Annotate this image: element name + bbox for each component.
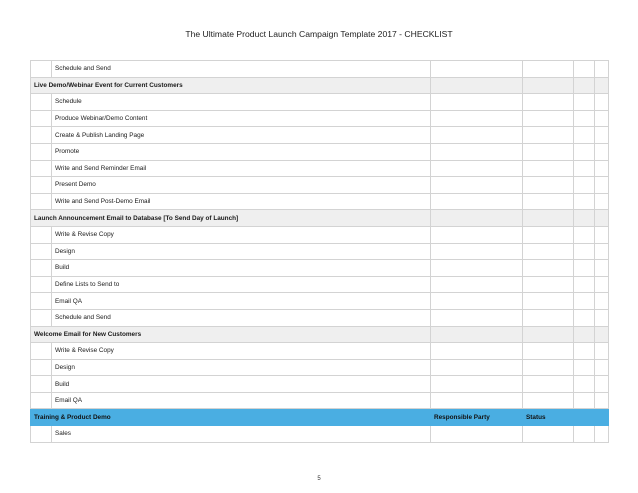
status-cell[interactable] xyxy=(523,260,574,277)
extra-cell[interactable] xyxy=(595,426,609,443)
status-cell[interactable] xyxy=(523,376,574,393)
extra-cell[interactable] xyxy=(574,359,595,376)
task-label: Build xyxy=(52,376,431,393)
responsible-cell[interactable] xyxy=(431,309,523,326)
extra-cell[interactable] xyxy=(595,392,609,409)
section-heading: Welcome Email for New Customers xyxy=(31,326,431,343)
section-empty-cell xyxy=(523,326,574,343)
responsible-cell[interactable] xyxy=(431,343,523,360)
task-label: Create & Publish Landing Page xyxy=(52,127,431,144)
task-check-cell[interactable] xyxy=(31,61,52,78)
extra-cell[interactable] xyxy=(595,226,609,243)
task-row xyxy=(31,177,609,194)
extra-cell[interactable] xyxy=(574,193,595,210)
task-label: Schedule and Send xyxy=(52,61,431,78)
section-empty-cell xyxy=(595,210,609,227)
extra-cell[interactable] xyxy=(595,61,609,78)
responsible-cell[interactable] xyxy=(431,226,523,243)
extra-cell[interactable] xyxy=(574,143,595,160)
task-check-cell[interactable] xyxy=(31,276,52,293)
task-row xyxy=(31,127,609,144)
task-check-cell[interactable] xyxy=(31,309,52,326)
extra-cell[interactable] xyxy=(574,276,595,293)
extra-cell[interactable] xyxy=(595,359,609,376)
status-cell[interactable] xyxy=(523,127,574,144)
status-cell[interactable] xyxy=(523,143,574,160)
responsible-cell[interactable] xyxy=(431,193,523,210)
task-check-cell[interactable] xyxy=(31,226,52,243)
extra-cell[interactable] xyxy=(574,260,595,277)
status-header: Status xyxy=(523,409,574,426)
responsible-cell[interactable] xyxy=(431,127,523,144)
section-heading: Live Demo/Webinar Event for Current Customers xyxy=(31,77,431,94)
extra-cell[interactable] xyxy=(595,309,609,326)
responsible-cell[interactable] xyxy=(431,143,523,160)
status-cell[interactable] xyxy=(523,193,574,210)
task-row xyxy=(31,94,609,111)
extra-cell[interactable] xyxy=(595,293,609,310)
status-cell[interactable] xyxy=(523,243,574,260)
task-check-cell[interactable] xyxy=(31,143,52,160)
status-cell[interactable] xyxy=(523,94,574,111)
extra-cell[interactable] xyxy=(574,127,595,144)
task-label: Email QA xyxy=(52,293,431,310)
responsible-cell[interactable] xyxy=(431,376,523,393)
extra-cell[interactable] xyxy=(574,160,595,177)
extra-cell[interactable] xyxy=(595,260,609,277)
status-cell[interactable] xyxy=(523,160,574,177)
task-row xyxy=(31,376,609,393)
responsible-cell[interactable] xyxy=(431,293,523,310)
section-empty-cell xyxy=(431,210,523,227)
section-empty-cell xyxy=(574,326,595,343)
section-empty-cell xyxy=(574,210,595,227)
extra-cell[interactable] xyxy=(574,110,595,127)
extra-cell[interactable] xyxy=(574,376,595,393)
task-label: Define Lists to Send to xyxy=(52,276,431,293)
task-row xyxy=(31,293,609,310)
task-row xyxy=(31,343,609,360)
task-check-cell[interactable] xyxy=(31,177,52,194)
task-row xyxy=(31,260,609,277)
task-label: Produce Webinar/Demo Content xyxy=(52,110,431,127)
section-empty-cell xyxy=(595,77,609,94)
extra-cell[interactable] xyxy=(574,309,595,326)
task-row xyxy=(31,243,609,260)
section-row xyxy=(31,210,609,227)
section-empty-cell xyxy=(431,77,523,94)
page-number: 5 xyxy=(317,476,321,482)
task-label: Email QA xyxy=(52,392,431,409)
task-label: Design xyxy=(52,243,431,260)
task-row xyxy=(31,110,609,127)
category-header-title: Training & Product Demo xyxy=(31,409,431,426)
extra-cell[interactable] xyxy=(574,293,595,310)
extra-cell[interactable] xyxy=(595,160,609,177)
status-cell[interactable] xyxy=(523,309,574,326)
extra-cell[interactable] xyxy=(595,143,609,160)
section-heading: Launch Announcement Email to Database [To Send Day of Launch] xyxy=(31,210,431,227)
section-empty-cell xyxy=(574,77,595,94)
status-cell[interactable] xyxy=(523,392,574,409)
responsible-cell[interactable] xyxy=(431,160,523,177)
extra-cell[interactable] xyxy=(574,61,595,78)
status-cell[interactable] xyxy=(523,110,574,127)
section-row xyxy=(31,326,609,343)
section-row xyxy=(31,77,609,94)
responsible-cell[interactable] xyxy=(431,243,523,260)
task-check-cell[interactable] xyxy=(31,359,52,376)
task-row xyxy=(31,392,609,409)
status-cell[interactable] xyxy=(523,226,574,243)
status-cell[interactable] xyxy=(523,343,574,360)
status-cell[interactable] xyxy=(523,276,574,293)
task-check-cell[interactable] xyxy=(31,376,52,393)
extra-cell[interactable] xyxy=(595,343,609,360)
section-empty-cell xyxy=(595,326,609,343)
status-cell[interactable] xyxy=(523,426,574,443)
task-label: Sales xyxy=(52,426,431,443)
status-cell[interactable] xyxy=(523,293,574,310)
section-empty-cell xyxy=(431,326,523,343)
task-label: Present Demo xyxy=(52,177,431,194)
task-check-cell[interactable] xyxy=(31,243,52,260)
status-cell[interactable] xyxy=(523,177,574,194)
extra-cell[interactable] xyxy=(595,243,609,260)
status-cell[interactable] xyxy=(523,359,574,376)
task-check-cell[interactable] xyxy=(31,160,52,177)
task-label: Build xyxy=(52,260,431,277)
extra-cell[interactable] xyxy=(574,226,595,243)
task-check-cell[interactable] xyxy=(31,127,52,144)
responsible-cell[interactable] xyxy=(431,359,523,376)
checklist-body xyxy=(31,61,609,443)
extra-cell[interactable] xyxy=(595,177,609,194)
task-row xyxy=(31,160,609,177)
responsible-cell[interactable] xyxy=(431,110,523,127)
responsible-cell[interactable] xyxy=(431,426,523,443)
task-check-cell[interactable] xyxy=(31,392,52,409)
task-row xyxy=(31,276,609,293)
task-row xyxy=(31,309,609,326)
task-label: Write and Send Reminder Email xyxy=(52,160,431,177)
section-empty-cell xyxy=(523,77,574,94)
task-label: Promote xyxy=(52,143,431,160)
responsible-cell[interactable] xyxy=(431,94,523,111)
task-row xyxy=(31,143,609,160)
extra-cell[interactable] xyxy=(574,177,595,194)
task-label: Write and Send Post-Demo Email xyxy=(52,193,431,210)
task-check-cell[interactable] xyxy=(31,260,52,277)
status-cell[interactable] xyxy=(523,61,574,78)
extra-cell[interactable] xyxy=(574,392,595,409)
task-label: Schedule and Send xyxy=(52,309,431,326)
extra-cell[interactable] xyxy=(574,243,595,260)
section-empty-cell xyxy=(523,210,574,227)
extra-cell[interactable] xyxy=(574,426,595,443)
extra-cell[interactable] xyxy=(574,343,595,360)
extra-cell[interactable] xyxy=(595,110,609,127)
header-empty-cell xyxy=(574,409,595,426)
task-label: Design xyxy=(52,359,431,376)
extra-cell[interactable] xyxy=(595,127,609,144)
category-header-row xyxy=(31,409,609,426)
checklist-table xyxy=(30,60,609,443)
extra-cell[interactable] xyxy=(574,94,595,111)
header-empty-cell xyxy=(595,409,609,426)
responsible-cell[interactable] xyxy=(431,276,523,293)
responsible-cell[interactable] xyxy=(431,392,523,409)
task-label: Write & Revise Copy xyxy=(52,343,431,360)
responsible-cell[interactable] xyxy=(431,260,523,277)
extra-cell[interactable] xyxy=(595,376,609,393)
task-row xyxy=(31,61,609,78)
task-row xyxy=(31,359,609,376)
task-check-cell[interactable] xyxy=(31,426,52,443)
task-check-cell[interactable] xyxy=(31,193,52,210)
responsible-party-header: Responsible Party xyxy=(431,409,523,426)
extra-cell[interactable] xyxy=(595,276,609,293)
task-row xyxy=(31,426,609,443)
responsible-cell[interactable] xyxy=(431,61,523,78)
task-label: Schedule xyxy=(52,94,431,111)
document-title: The Ultimate Product Launch Campaign Template 2017 - CHECKLIST xyxy=(185,29,453,39)
task-label: Write & Revise Copy xyxy=(52,226,431,243)
task-row xyxy=(31,226,609,243)
task-check-cell[interactable] xyxy=(31,110,52,127)
extra-cell[interactable] xyxy=(595,193,609,210)
task-check-cell[interactable] xyxy=(31,343,52,360)
task-check-cell[interactable] xyxy=(31,293,52,310)
extra-cell[interactable] xyxy=(595,94,609,111)
task-row xyxy=(31,193,609,210)
task-check-cell[interactable] xyxy=(31,94,52,111)
responsible-cell[interactable] xyxy=(431,177,523,194)
